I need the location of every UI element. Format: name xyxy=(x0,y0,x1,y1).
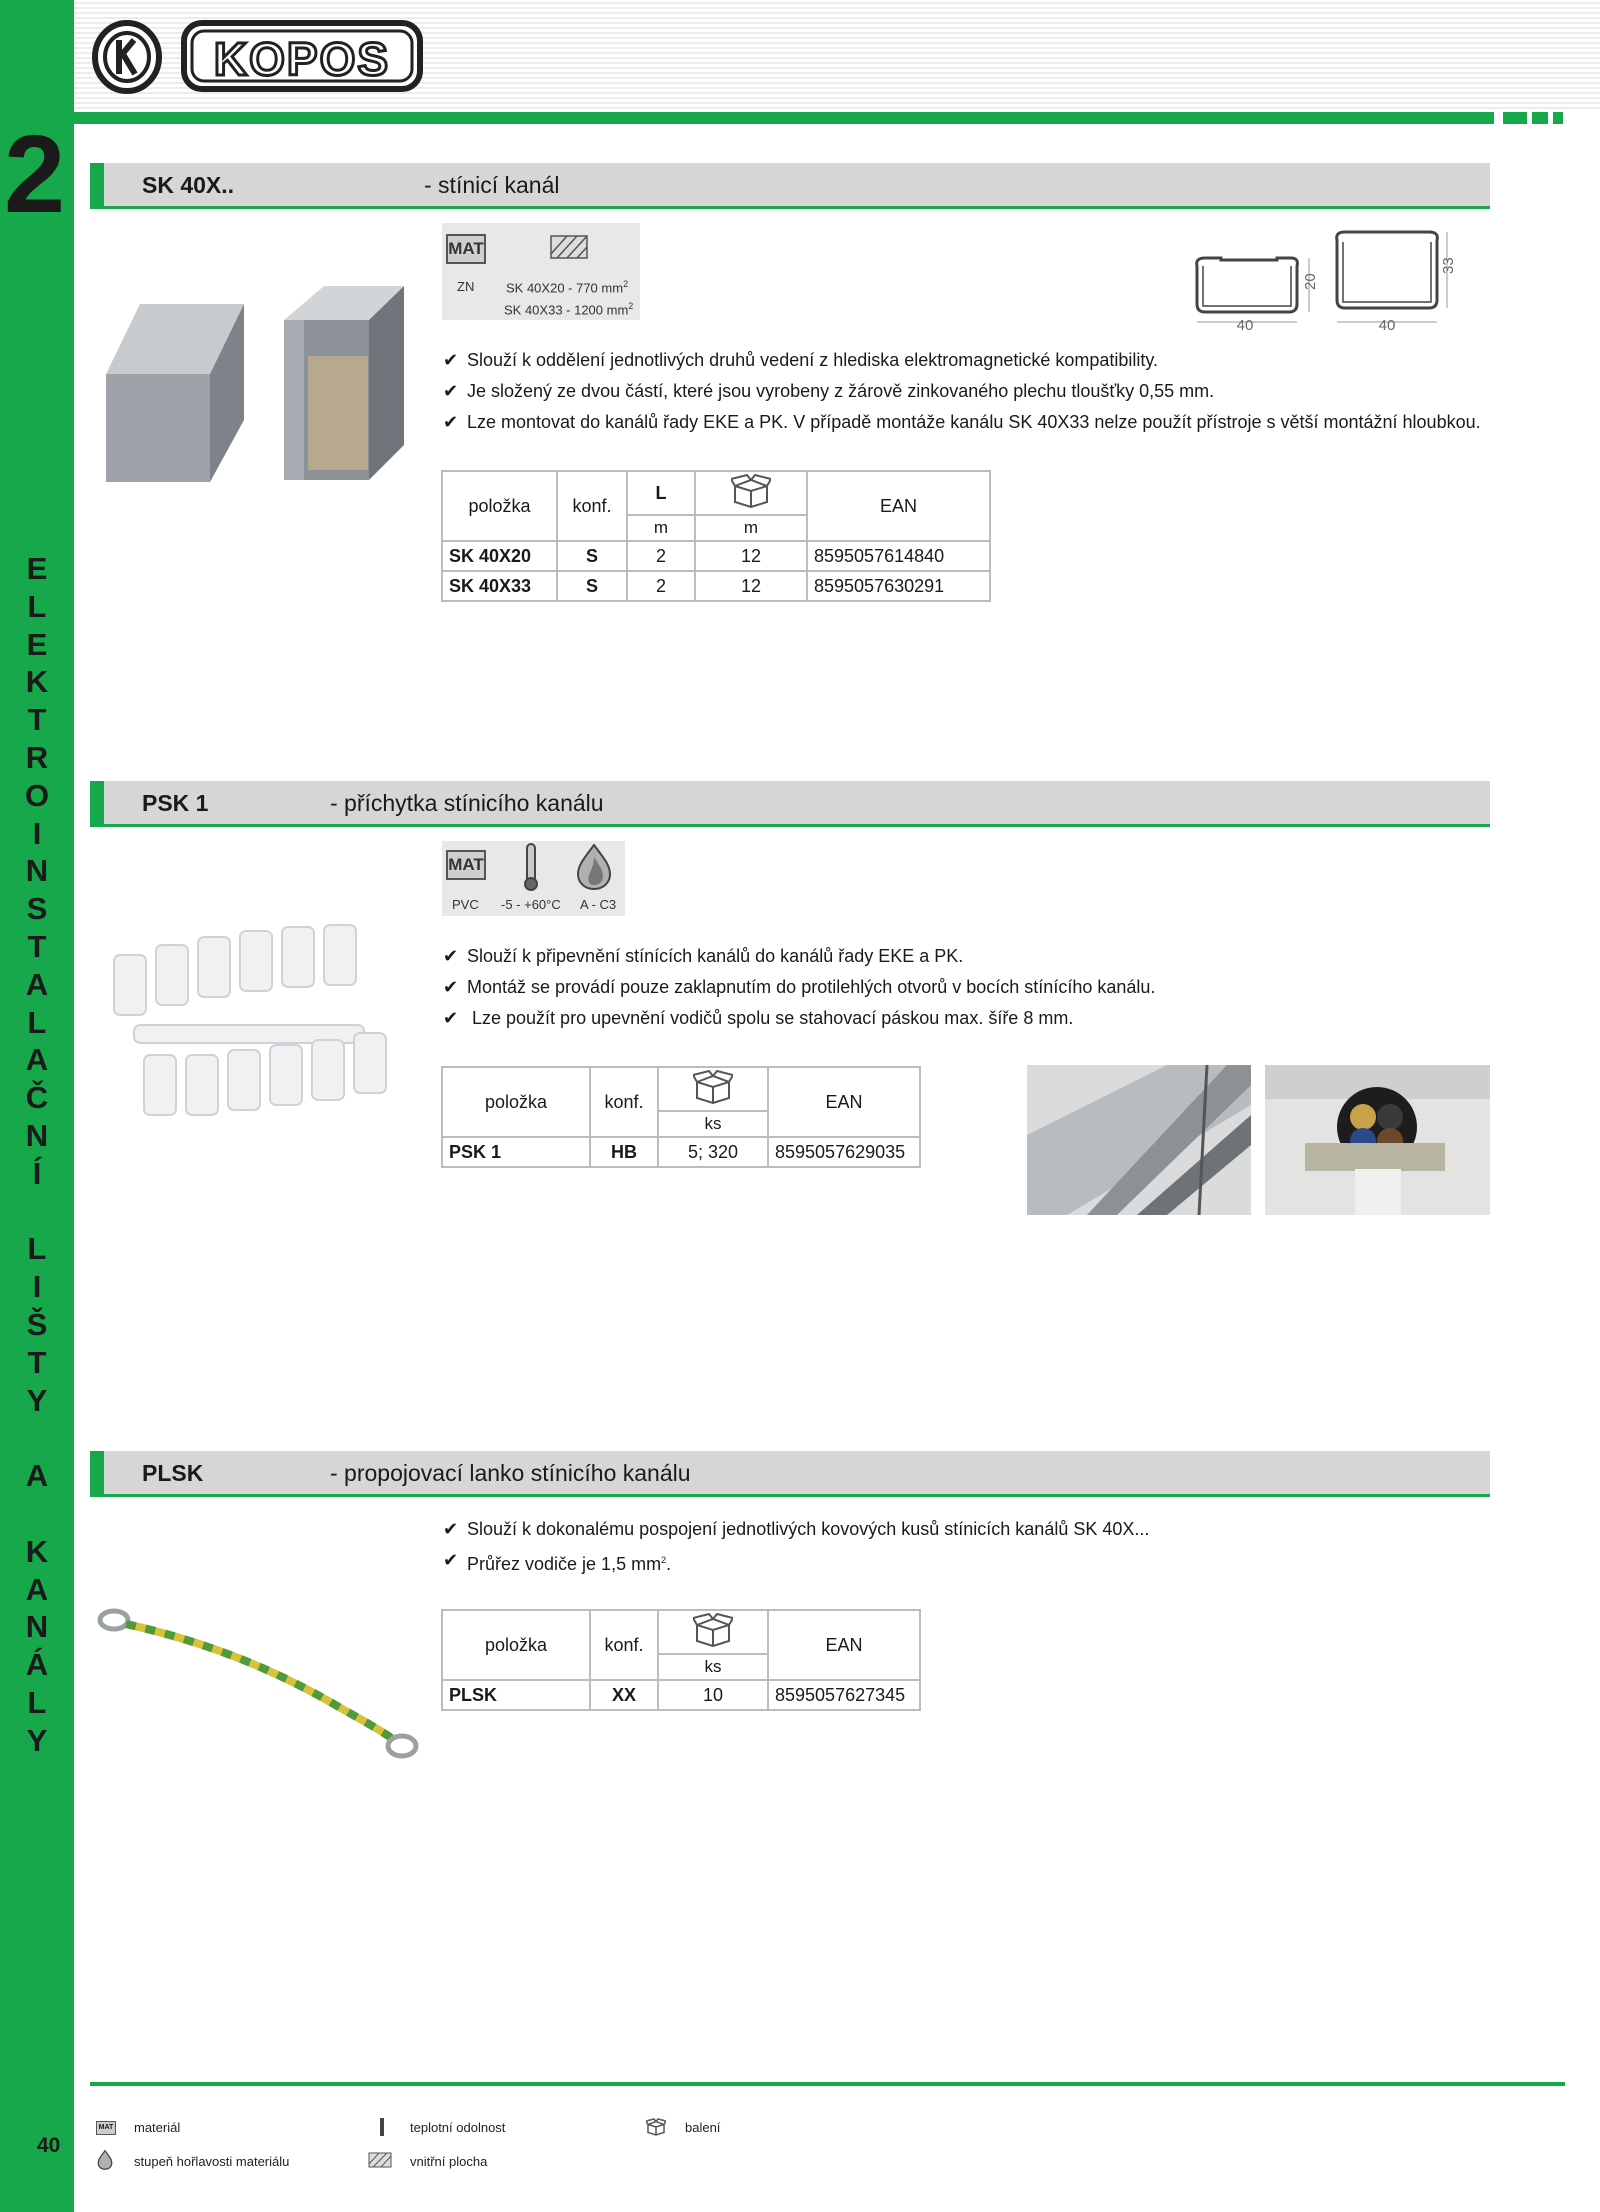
dimension-drawing xyxy=(1185,226,1457,338)
section-code: SK 40X.. xyxy=(142,172,235,198)
vertical-title-letter: R xyxy=(25,739,49,775)
header-square xyxy=(1503,112,1527,124)
section-accent xyxy=(90,163,104,209)
checkmark-icon: ✔ xyxy=(443,381,459,401)
legend-surface: vnitřní plocha xyxy=(410,2154,488,2169)
box-icon xyxy=(693,1070,733,1104)
vertical-title-letter: O xyxy=(24,777,50,813)
section-code: PSK 1 xyxy=(142,790,209,816)
vertical-title-letter: N xyxy=(25,853,49,889)
product-photo-sk40x xyxy=(94,270,424,520)
legend-temperature: teplotní odolnost xyxy=(410,2120,506,2135)
unit-pack: ks xyxy=(658,1111,768,1137)
list-item: ✔ Lze použít pro upevnění vodičů spolu se stahovací páskou max. šíře 8 mm. xyxy=(443,1003,1155,1034)
section-bar-sk40x xyxy=(90,163,1490,209)
table-row: PLSK XX 10 8595057627345 xyxy=(442,1680,920,1710)
section-name: - příchytka stínicího kanálu xyxy=(330,790,604,816)
feature-list-sk40x xyxy=(443,345,1481,438)
vertical-title-letter: N xyxy=(25,1117,49,1153)
checkmark-icon: ✔ xyxy=(443,946,459,966)
product-table-psk1 xyxy=(441,1066,921,1168)
mat-badge: MAT xyxy=(446,234,486,264)
vertical-title-letter: I xyxy=(32,1269,42,1305)
unit-length: m xyxy=(627,515,695,541)
chapter-number: 2 xyxy=(4,113,62,236)
temperature-value: -5 - +60°C xyxy=(501,897,561,912)
unit-pack: ks xyxy=(658,1654,768,1680)
col-length-header: L xyxy=(627,471,695,515)
footer-rule xyxy=(90,2082,1565,2086)
vertical-title-letter: A xyxy=(25,1458,49,1494)
vertical-title-letter: E xyxy=(26,626,48,662)
mat-badge: MAT xyxy=(446,850,486,880)
feature-list-plsk xyxy=(443,1514,1149,1576)
vertical-title-letter: Í xyxy=(32,1155,42,1191)
table-row: SK 40X20 S 2 12 8595057614840 xyxy=(442,541,990,571)
product-photo-plsk xyxy=(94,1540,424,1840)
checkmark-icon: ✔ xyxy=(443,1008,459,1028)
vertical-title-letter: K xyxy=(25,664,49,700)
col-pack-header xyxy=(658,1067,768,1111)
box-legend-icon xyxy=(646,2118,666,2136)
list-item: ✔ Slouží k připevnění stínících kanálů do kanálů řady EKE a PK. xyxy=(443,941,1155,972)
thermometer-icon xyxy=(523,843,539,893)
section-bar-plsk xyxy=(90,1451,1490,1497)
list-item: ✔ Slouží k dokonalému pospojení jednotlivých kovových kusů stínicích kanálů SK 40X... xyxy=(443,1514,1149,1545)
vertical-title-letter: K xyxy=(25,1533,49,1569)
checkmark-icon: ✔ xyxy=(443,977,459,997)
hatch-legend-icon xyxy=(368,2152,392,2168)
surface-value-1: SK 40X20 - 770 $mm^2$ xyxy=(506,279,629,296)
list-item: ✔ Průřez vodiče je 1,5 $mm^2$. xyxy=(443,1545,1149,1576)
flame-drop-icon xyxy=(575,843,613,891)
flammability-value: A - C3 xyxy=(580,897,617,912)
vertical-title-letter: Y xyxy=(26,1382,48,1418)
col-conf-header: konf. xyxy=(557,471,627,541)
section-name: - stínicí kanál xyxy=(424,172,560,198)
vertical-title-letter: Á xyxy=(25,1647,49,1683)
vertical-title-letter: T xyxy=(27,1344,47,1380)
list-item: ✔ Je složený ze dvou částí, které jsou vyrobeny z žárově zinkovaného plechu tloušťky 0,55 mm. xyxy=(443,376,1481,407)
section-name: - propojovací lanko stínicího kanálu xyxy=(330,1460,691,1486)
vertical-title-letter: E xyxy=(26,551,48,586)
material-value: PVC xyxy=(452,897,479,912)
legend-packing: balení xyxy=(685,2120,721,2135)
col-ean-header: EAN xyxy=(768,1610,920,1680)
box-icon xyxy=(731,474,771,508)
vertical-title-letter: Y xyxy=(26,1722,48,1758)
vertical-title-letter: T xyxy=(27,928,47,964)
checkmark-icon: ✔ xyxy=(443,350,459,370)
section-accent xyxy=(90,781,104,827)
hatch-icon xyxy=(550,235,588,259)
mat-legend-icon: MAT xyxy=(96,2121,116,2135)
vertical-title-letter: A xyxy=(25,966,49,1002)
vertical-title-letter: Š xyxy=(26,1306,48,1342)
checkmark-icon: ✔ xyxy=(443,1519,459,1539)
col-pack-header xyxy=(658,1610,768,1654)
section-code: PLSK xyxy=(142,1460,204,1486)
table-row: SK 40X33 S 2 12 8595057630291 xyxy=(442,571,990,601)
header-rule xyxy=(74,112,1494,124)
box-icon xyxy=(693,1613,733,1647)
kopos-logo xyxy=(90,18,430,96)
vertical-title-letter: L xyxy=(27,1004,47,1040)
product-photo-psk1 xyxy=(94,915,414,1175)
vertical-title-letter: T xyxy=(27,702,47,738)
installation-photo-1 xyxy=(1027,1065,1251,1215)
flame-legend-icon xyxy=(97,2149,113,2171)
col-ean-header: EAN xyxy=(768,1067,920,1137)
product-table-sk40x xyxy=(441,470,991,602)
col-ean-header: EAN xyxy=(807,471,990,541)
legend-material: materiál xyxy=(134,2120,181,2135)
dim-width-b: 40 xyxy=(1378,317,1396,334)
col-pack-header xyxy=(695,471,807,515)
col-item-header: položka xyxy=(442,1067,590,1137)
list-item: ✔ Montáž se provádí pouze zaklapnutím do protilehlých otvorů v bocích stínícího kanálu. xyxy=(443,972,1155,1003)
dim-width-a: 40 xyxy=(1236,317,1254,334)
product-table-plsk xyxy=(441,1609,921,1711)
legend-flammability: stupeň hořlavosti materiálu xyxy=(134,2154,290,2169)
list-item: ✔ Lze montovat do kanálů řady EKE a PK. V případě montáže kanálu SK 40X33 nelze použít přístroje s větší montážní hloubkou. xyxy=(443,407,1481,438)
vertical-title-letter: A xyxy=(25,1042,49,1078)
vertical-title-letter: N xyxy=(25,1609,49,1645)
material-info-box xyxy=(442,841,625,916)
material-value: ZN xyxy=(457,279,475,294)
header-square xyxy=(1553,112,1563,124)
material-info-box xyxy=(442,223,640,320)
table-row: PSK 1 HB 5; 320 8595057629035 xyxy=(442,1137,920,1167)
vertical-title-letter: A xyxy=(25,1571,49,1607)
thermometer-legend-icon xyxy=(380,2118,384,2136)
section-bar-psk1 xyxy=(90,781,1490,827)
col-item-header: položka xyxy=(442,1610,590,1680)
col-conf-header: konf. xyxy=(590,1610,658,1680)
section-accent xyxy=(90,1451,104,1497)
header-square xyxy=(1532,112,1548,124)
surface-value-2: SK 40X33 - 1200 $mm^2$ xyxy=(504,301,634,318)
dim-height-b: 33 xyxy=(1440,257,1457,274)
dim-height-a: 20 xyxy=(1302,273,1319,290)
vertical-title-letter: L xyxy=(27,1684,47,1720)
vertical-title-letter: S xyxy=(26,891,48,927)
checkmark-icon: ✔ xyxy=(443,412,459,432)
installation-photo-2 xyxy=(1265,1065,1490,1215)
vertical-title-letter: I xyxy=(32,815,42,851)
list-item: ✔ Slouží k oddělení jednotlivých druhů vedení z hlediska elektromagnetické kompatibility. xyxy=(443,345,1481,376)
checkmark-icon: ✔ xyxy=(443,1550,459,1570)
feature-list-psk1 xyxy=(443,941,1155,1034)
unit-pack: m xyxy=(695,515,807,541)
logo-text: KOPOS xyxy=(213,33,391,85)
vertical-chapter-title xyxy=(0,550,74,1760)
page-number: 40 xyxy=(37,2134,61,2157)
vertical-title-letter: Č xyxy=(25,1080,49,1116)
col-item-header: položka xyxy=(442,471,557,541)
vertical-title-letter: L xyxy=(27,588,47,624)
col-conf-header: konf. xyxy=(590,1067,658,1137)
vertical-title-letter: L xyxy=(27,1231,47,1267)
